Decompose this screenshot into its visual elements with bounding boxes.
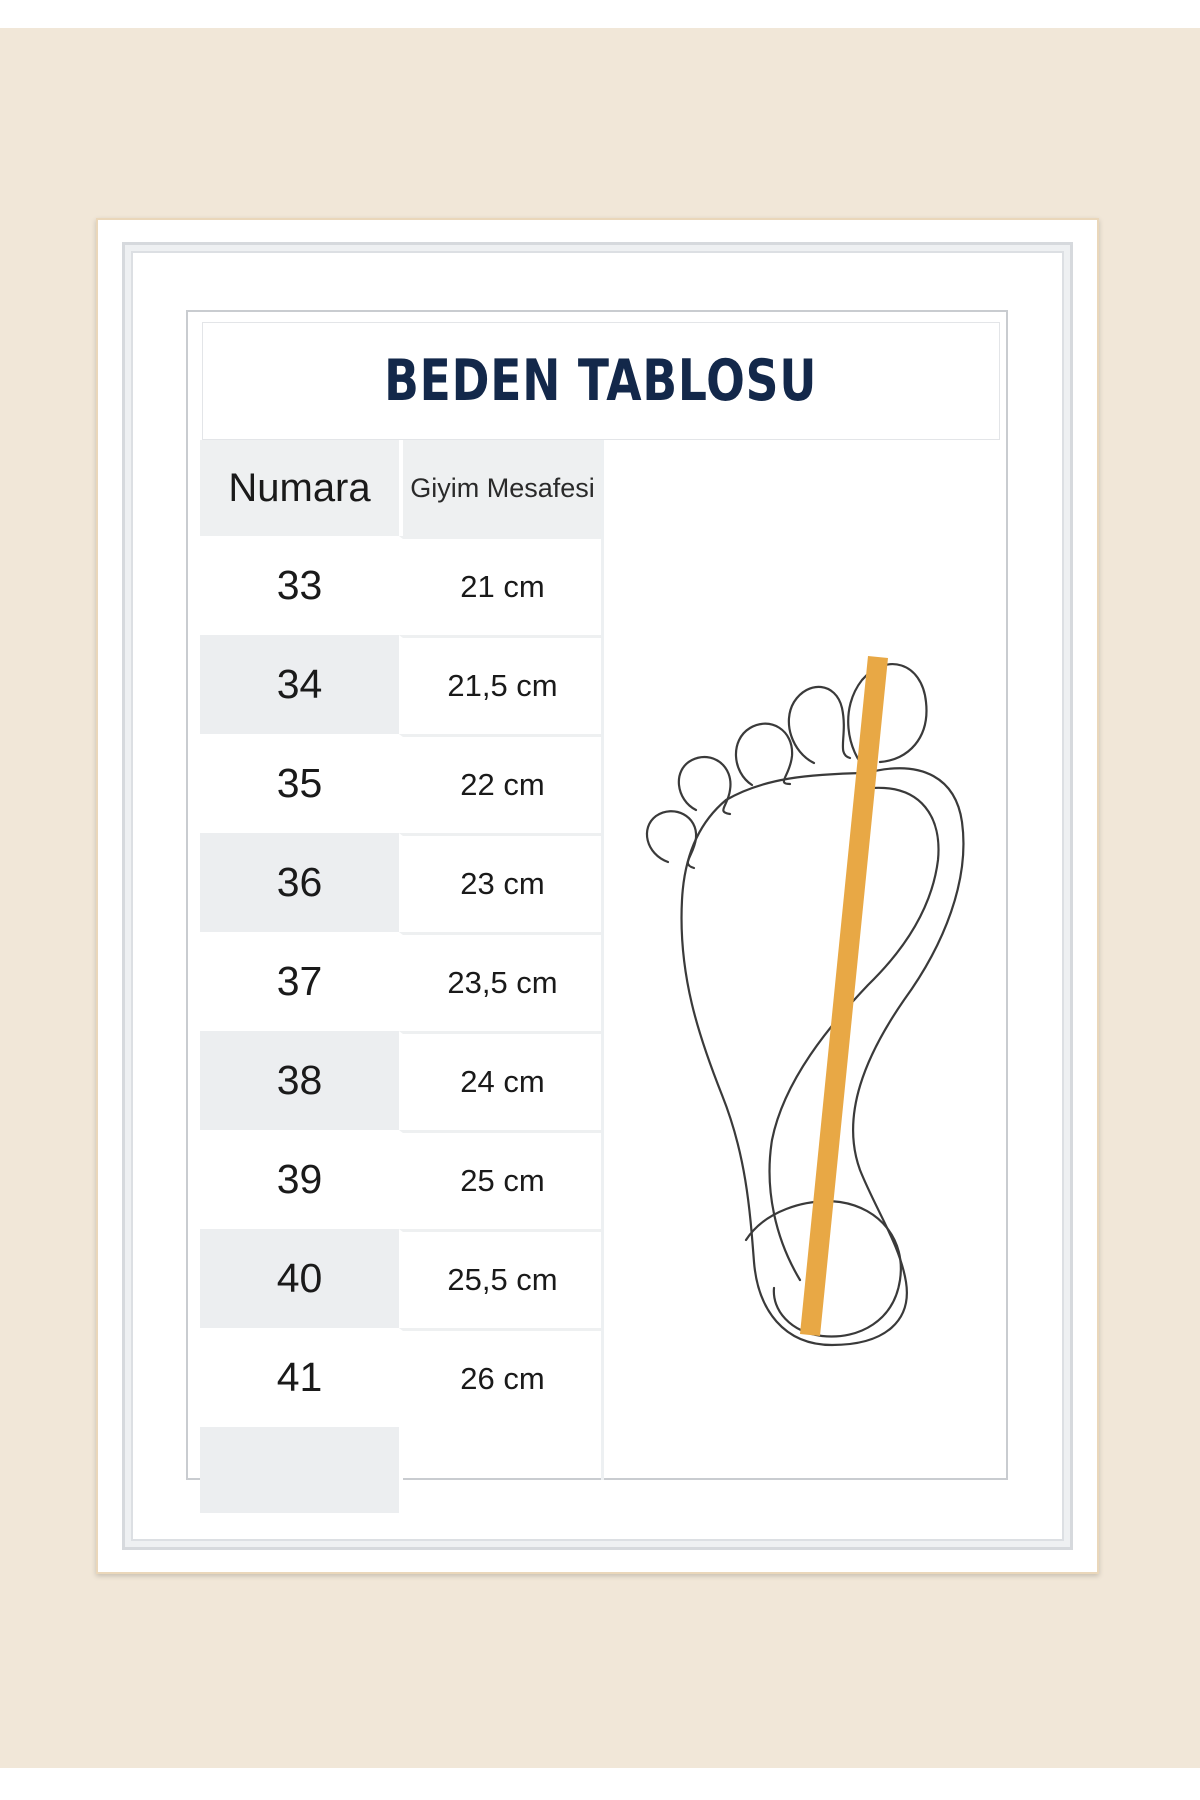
length-cell: 22 cm bbox=[399, 734, 602, 833]
table-row bbox=[200, 833, 602, 932]
size-cell: 37 bbox=[276, 958, 323, 1004]
length-cell: 23 cm bbox=[399, 833, 602, 932]
foot-outline-icon bbox=[604, 440, 1006, 1480]
table-row bbox=[200, 1229, 602, 1328]
table-row bbox=[200, 1328, 602, 1427]
toe-fourth bbox=[679, 757, 731, 814]
length-cell: 21,5 cm bbox=[399, 635, 602, 734]
table-row bbox=[200, 734, 602, 833]
size-cell: 38 bbox=[200, 1031, 399, 1130]
size-cell: 36 bbox=[200, 833, 399, 932]
toe-little bbox=[647, 811, 696, 868]
length-column-header: Giyim Mesafesi bbox=[399, 440, 602, 536]
length-cell: 25 cm bbox=[399, 1130, 602, 1229]
empty-size-cell bbox=[200, 1427, 399, 1513]
table-row bbox=[200, 635, 602, 734]
size-cell: 41 bbox=[276, 1354, 323, 1400]
size-cell: 40 bbox=[200, 1229, 399, 1328]
table-row bbox=[200, 1031, 602, 1130]
length-cell: 25,5 cm bbox=[399, 1229, 602, 1328]
length-cell: 26 cm bbox=[399, 1328, 602, 1427]
toe-third bbox=[736, 724, 792, 785]
size-table bbox=[200, 440, 602, 1513]
toe-second bbox=[789, 687, 850, 763]
size-cell: 39 bbox=[276, 1156, 323, 1202]
size-cell: 34 bbox=[200, 635, 399, 734]
foot-outline bbox=[647, 664, 963, 1345]
foot-illustration bbox=[604, 440, 1006, 1480]
table-row bbox=[200, 932, 602, 1031]
table-row bbox=[200, 536, 602, 635]
size-cell: 35 bbox=[276, 760, 323, 806]
page-title: BEDEN TABLOSU bbox=[384, 348, 818, 414]
size-column-header: Numara bbox=[200, 440, 399, 536]
length-cell: 24 cm bbox=[399, 1031, 602, 1130]
length-cell: 23,5 cm bbox=[399, 932, 602, 1031]
table-row bbox=[200, 1130, 602, 1229]
empty-table-row bbox=[200, 1427, 602, 1513]
header-box bbox=[202, 322, 1000, 440]
measure-bar bbox=[800, 656, 888, 1336]
table-header-row bbox=[200, 440, 602, 536]
length-cell: 21 cm bbox=[399, 536, 602, 635]
size-cell: 33 bbox=[276, 562, 323, 608]
empty-length-cell bbox=[399, 1427, 602, 1513]
